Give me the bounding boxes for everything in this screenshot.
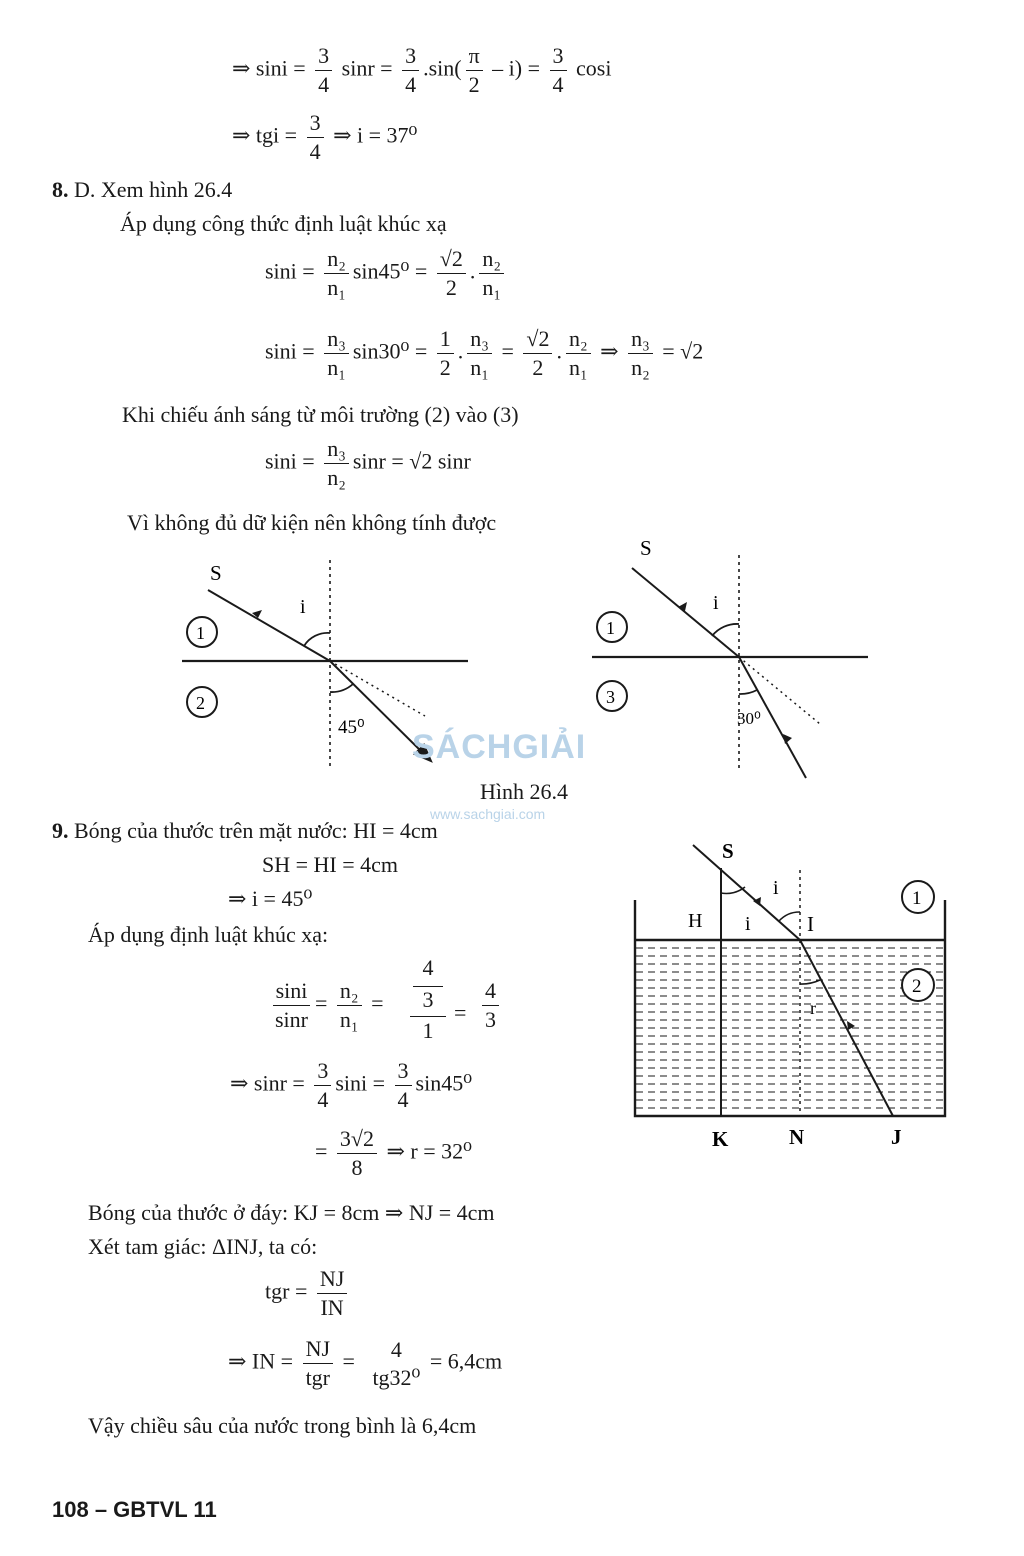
fraction: $\frac{3}{4}$ [307, 112, 324, 163]
fraction: $\frac{3}{4}$ [402, 45, 419, 96]
sec8-equation-2: sini = $\frac{\text{n₃}}{\text{n₁}}$ sin30⁰ = $\frac{1}{2}$ . $\frac{\text{n₃}}{\text{n₁}}$ = $\frac{√2}{2}$ . $\frac{\text{n₂}}{\text{n₁}}$ ⇒ $\frac{\text{n₃}}{\text{n₂}}$ = √2 [265, 326, 704, 380]
label-s: S [722, 839, 734, 863]
sec7-equation-2 [232, 112, 417, 163]
sec8-text-2: Khi chiếu ánh sáng từ môi trường (2) vào (3) [122, 402, 519, 427]
fraction: $\frac{1}{2}$ [437, 328, 454, 379]
fraction: $\frac{\text{n₂}}{\text{n₁}}$ [337, 980, 362, 1031]
text: Bóng của thước trên mặt nước: HI = 4cm [74, 818, 438, 843]
label-medium-1: 1 [606, 618, 615, 638]
sec9-equation-c: = $\frac{3√2}{8}$ ⇒ r = 32⁰ [315, 1126, 472, 1180]
sec8-text-3: Vì không đủ dữ kiện nên không tính được [127, 510, 497, 535]
sec7-equation-1 [232, 45, 611, 96]
label-j: J [891, 1125, 902, 1149]
fraction: $\frac{3}{4}$ [395, 1060, 412, 1111]
eq-text: sinr = [341, 55, 393, 81]
sec8-heading [52, 177, 232, 203]
figure-problem-9 [620, 830, 960, 1160]
angle-i-arc [712, 624, 739, 636]
label-i: i [745, 913, 751, 935]
sec9-equation-e: ⇒ IN = $\frac{NJ}{\text{tgr}}$ = 4 tg32⁰ = 6,4cm [228, 1336, 503, 1390]
eq-text: – i) = [492, 55, 541, 81]
fraction: $\frac{\text{n₃}}{\text{n₁}}$ [467, 328, 492, 379]
sec8-intro: Áp dụng công thức định luật khúc xạ [120, 211, 447, 236]
incident-ray [632, 568, 739, 657]
label-medium-2: 2 [912, 976, 922, 997]
label-medium-3: 3 [606, 687, 615, 707]
eq-text: ⇒ i = 37⁰ [333, 122, 418, 148]
sec9-equation-a: $\frac{\sin i}{\sin r}$ = $\frac{\text{n₂}}{\text{n₁}}$ = [268, 980, 384, 1031]
angle-i-arc [304, 633, 330, 646]
ray-arrow-icon [783, 734, 792, 744]
fraction-top-denominator: 3 [422, 987, 434, 1012]
label-medium-1: 1 [912, 888, 922, 909]
label-k: K [712, 1127, 729, 1151]
equals: = [454, 1000, 467, 1025]
question-number: 9. [52, 818, 69, 843]
label-i: i [713, 592, 719, 614]
label-s: S [640, 536, 652, 560]
fraction: $\frac{\text{n₃}}{\text{n₂}}$ [324, 438, 349, 489]
fraction: $\frac{\pi}{2}$ [466, 45, 483, 96]
label-i: i [300, 596, 306, 618]
fraction: $\frac{3}{4}$ [550, 45, 567, 96]
label-i-point: I [807, 912, 814, 936]
eq-text: cosi [576, 55, 612, 81]
sec9-line-1 [52, 818, 438, 844]
eq-text: ⇒ sini = [232, 55, 306, 81]
water-region [635, 940, 945, 1116]
label-medium-1: 1 [196, 623, 205, 643]
right-diagram [592, 536, 868, 778]
angle-r-arc [330, 684, 353, 692]
fraction: $\frac{\text{n₃}}{\text{n₁}}$ [324, 328, 349, 379]
fraction: $\frac{√2}{2}$ [523, 328, 552, 379]
sec9-line-3: ⇒ i = 45⁰ [228, 886, 313, 911]
question-number: 8. [52, 177, 69, 202]
eq-text: ⇒ tgi = [232, 122, 298, 148]
fraction: $\frac{3√2}{8}$ [337, 1128, 377, 1179]
label-r: r [810, 998, 816, 1018]
sec8-equation-3: sini = $\frac{\text{n₃}}{\text{n₂}}$ sinr = √2 sinr [265, 436, 471, 490]
fraction: $\frac{3}{4}$ [314, 1060, 331, 1111]
label-s: S [210, 561, 222, 585]
fraction-main-bar [410, 1016, 446, 1017]
sec9-conclusion: Vậy chiều sâu của nước trong bình là 6,4cm [88, 1413, 477, 1438]
fraction: $\frac{\text{n₂}}{\text{n₁}}$ [324, 248, 349, 299]
watermark-url: www.sachgiai.com [430, 806, 546, 822]
label-angle: 30⁰ [737, 709, 761, 728]
page-footer: 108 – GBTVL 11 [52, 1497, 217, 1522]
fraction-top-numerator: 4 [422, 955, 434, 980]
sec8-equation-1: sini = $\frac{\text{n₂}}{\text{n₁}}$ sin45⁰ = $\frac{√2}{2}$ . $\frac{\text{n₂}}{\text{n₁}}$ [265, 248, 508, 299]
incident-ray [208, 590, 330, 661]
sec9-line-2: SH = HI = 4cm [262, 852, 399, 877]
fraction: $\frac{\text{n₃}}{\text{n₂}}$ [628, 328, 653, 379]
eq-text: .sin( [423, 55, 462, 81]
sec9-equation-b: ⇒ sinr = $\frac{3}{4}$ sini = $\frac{3}{4}$ sin45⁰ [230, 1058, 473, 1112]
fraction: $\frac{\text{n₂}}{\text{n₁}}$ [479, 248, 504, 299]
fraction: $\frac{\text{n₂}}{\text{n₁}}$ [566, 328, 591, 379]
angle-r-arc [739, 690, 757, 694]
label-h: H [688, 910, 703, 932]
angle-arc [779, 912, 800, 921]
sec9-line-4: Áp dụng định luật khúc xạ: [88, 922, 329, 947]
sec9-equation-d: tgr = $\frac{NJ}{IN}$ [265, 1268, 351, 1319]
fraction: $\frac{4}{3}$ [482, 980, 499, 1031]
fraction: $\frac{√2}{2}$ [437, 248, 466, 299]
fraction: $\frac{NJ}{IN}$ [317, 1268, 347, 1319]
label-medium-2: 2 [196, 693, 205, 713]
fraction: $\frac{\sin i}{\sin r}$ [272, 980, 311, 1031]
label-n: N [789, 1125, 805, 1149]
label-i: i [773, 877, 779, 899]
fraction: $\frac{3}{4}$ [315, 45, 332, 96]
fraction: $\frac{NJ}{\text{tgr}}$ [303, 1338, 333, 1389]
sec9-equation-a-result [478, 980, 503, 1031]
fraction-bottom: 1 [422, 1018, 434, 1043]
sec9-line-5: Bóng của thước ở đáy: KJ = 8cm ⇒ NJ = 4cm [88, 1200, 495, 1225]
heading-text: D. Xem hình 26.4 [74, 177, 233, 202]
label-angle: 45⁰ [338, 717, 365, 738]
figure-26-4 [0, 530, 1024, 810]
fraction-plain: 4 tg32⁰ [372, 1336, 421, 1390]
figure-caption: Hình 26.4 [480, 779, 568, 804]
watermark-logo: SÁCHGIẢI [412, 728, 587, 766]
sec9-line-6: Xét tam giác: ΔINJ, ta có: [88, 1234, 318, 1259]
